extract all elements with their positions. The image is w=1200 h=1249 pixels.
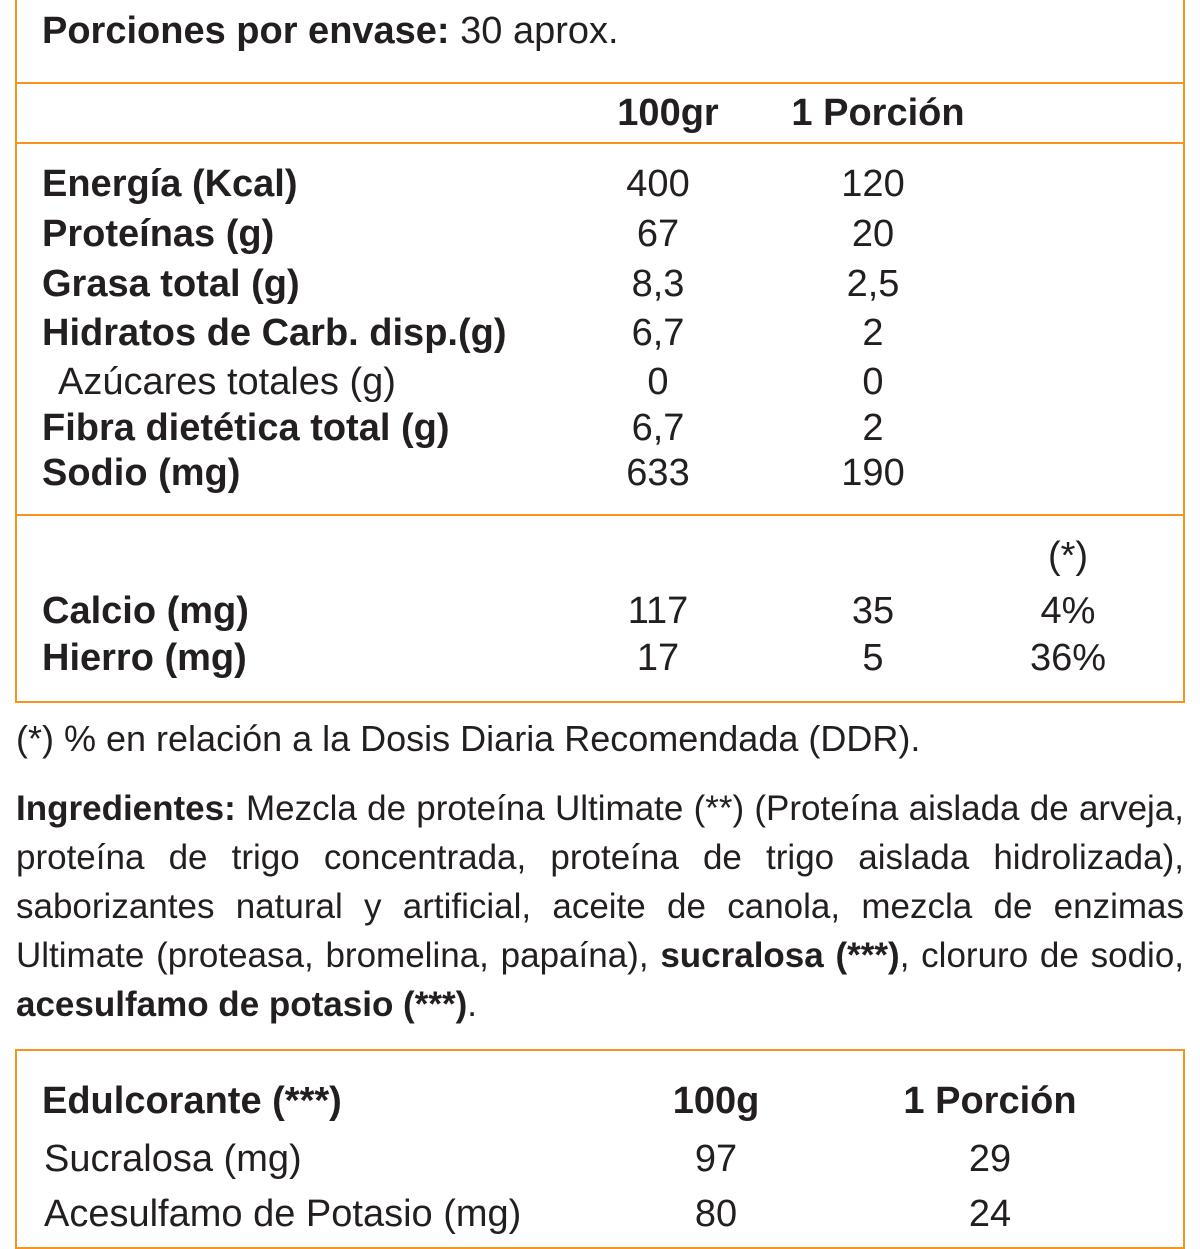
mineral-label: Hierro (mg) — [42, 637, 247, 679]
nutrient-label: Grasa total (g) — [42, 263, 300, 305]
ingredients-label: Ingredientes: — [16, 789, 236, 828]
col-header-portion: 1 Porción — [791, 92, 965, 134]
col-header-100gr: 100gr — [617, 92, 719, 134]
ingredients-text: Mezcla de proteína Ultimate (**) (Proteína aislada de arveja, proteína de trigo concentrada, proteína de trigo aislada hidrolizada), saborizantes natural y artificial, aceite de canola, mezcla de enzimas Ultimate (proteasa, bromelina, papaína), — [16, 789, 1184, 975]
nutrient-label: Fibra dietética total (g) — [42, 407, 450, 449]
servings-label: Porciones por envase: — [42, 10, 450, 52]
mineral-ddr: 4% — [1040, 590, 1096, 632]
sweetener-value-portion: 29 — [968, 1138, 1012, 1180]
sweetener-label: Sucralosa (mg) — [44, 1138, 302, 1180]
sweetener-header: Edulcorante (***) — [42, 1080, 342, 1122]
sweetener-col-100g: 100g — [672, 1080, 760, 1122]
mineral-ddr: 36% — [1029, 637, 1107, 679]
sweetener-value-100g: 80 — [694, 1193, 738, 1235]
nutrient-value-portion: 120 — [841, 163, 905, 205]
ingredient-acesulfame: acesulfamo de potasio (***) — [16, 985, 468, 1024]
sweetener-col-portion: 1 Porción — [903, 1080, 1077, 1122]
divider — [15, 514, 1185, 516]
nutrient-value-portion: 2,5 — [846, 263, 900, 305]
nutrient-label: Proteínas (g) — [42, 213, 275, 255]
nutrient-value-portion: 20 — [851, 213, 895, 255]
nutrient-label: Energía (Kcal) — [42, 163, 298, 205]
nutrient-label: Hidratos de Carb. disp.(g) — [42, 312, 507, 354]
ddr-header: (*) — [1047, 535, 1089, 577]
nutrient-value-portion: 190 — [841, 452, 905, 494]
nutrient-value-portion: 0 — [862, 361, 884, 403]
nutrient-value-100gr: 400 — [626, 163, 690, 205]
sweetener-label: Acesulfamo de Potasio (mg) — [44, 1193, 522, 1235]
sweetener-value-portion: 24 — [968, 1193, 1012, 1235]
nutrient-value-100gr: 633 — [626, 452, 690, 494]
servings-value: 30 aprox. — [460, 10, 619, 52]
ingredients-text: , cloruro de sodio, — [899, 936, 1185, 975]
nutrient-value-portion: 2 — [862, 312, 884, 354]
mineral-label: Calcio (mg) — [42, 590, 249, 632]
divider — [15, 142, 1185, 144]
ingredients-text: . — [467, 985, 477, 1024]
mineral-value-100gr: 117 — [627, 590, 689, 632]
nutrient-value-portion: 2 — [862, 407, 884, 449]
footnote: (*) % en relación a la Dosis Diaria Recomendada (DDR). — [16, 718, 921, 759]
mineral-value-portion: 35 — [851, 590, 895, 632]
mineral-value-portion: 5 — [862, 637, 884, 679]
nutrient-value-100gr: 6,7 — [631, 407, 685, 449]
nutrient-value-100gr: 67 — [636, 213, 680, 255]
nutrient-label: Azúcares totales (g) — [58, 361, 396, 403]
mineral-value-100gr: 17 — [636, 637, 680, 679]
nutrient-value-100gr: 8,3 — [631, 263, 685, 305]
sweetener-value-100g: 97 — [694, 1138, 738, 1180]
divider — [15, 82, 1185, 84]
nutrient-label: Sodio (mg) — [42, 452, 241, 494]
ingredient-sucralose: sucralosa (***) — [660, 936, 900, 975]
ingredients — [16, 784, 1184, 1029]
nutrient-value-100gr: 6,7 — [631, 312, 685, 354]
nutrient-value-100gr: 0 — [647, 361, 669, 403]
servings — [42, 12, 619, 50]
